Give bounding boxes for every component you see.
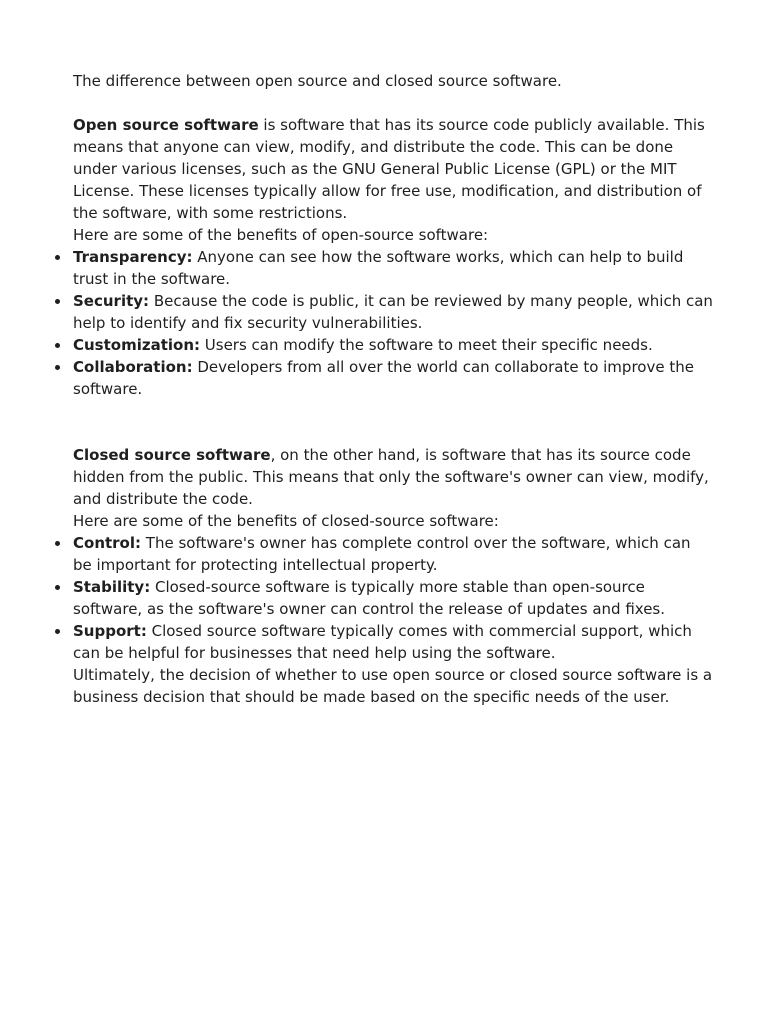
- open-source-term: Open source software: [73, 116, 259, 134]
- benefit-text: The software's owner has complete control over the software, which can be important for protecting intellectual property.: [73, 534, 691, 574]
- benefit-text: Closed source software typically comes with commercial support, which can be helpful for businesses that need help using the software.: [73, 622, 692, 662]
- benefit-label: Transparency:: [73, 248, 193, 266]
- open-source-paragraph: [73, 114, 713, 224]
- conclusion-paragraph: Ultimately, the decision of whether to use open source or closed source software is a business decision that should be made based on the specific needs of the user.: [73, 666, 713, 706]
- benefit-label: Collaboration:: [73, 358, 193, 376]
- closed-source-paragraph: [73, 444, 713, 510]
- spacer: [73, 400, 713, 444]
- list-item: [73, 356, 713, 400]
- benefit-text: Because the code is public, it can be reviewed by many people, which can help to identify and fix security vulnerabilities.: [73, 292, 713, 332]
- benefit-text: Developers from all over the world can collaborate to improve the software.: [73, 358, 694, 398]
- benefit-text: Users can modify the software to meet their specific needs.: [200, 336, 653, 354]
- benefit-label: Support:: [73, 622, 147, 640]
- benefit-label: Customization:: [73, 336, 201, 354]
- open-source-benefits-list: [73, 246, 713, 400]
- list-item: [73, 532, 713, 576]
- closed-source-benefits-intro: Here are some of the benefits of closed-source software:: [73, 512, 499, 530]
- list-item: [73, 620, 713, 664]
- closed-source-term: Closed source software: [73, 446, 271, 464]
- benefit-label: Security:: [73, 292, 150, 310]
- closed-source-benefits-list: [73, 532, 713, 664]
- open-source-description: is software that has its source code publicly available. This means that anyone can view, modify, and distribute the code. This can be done under various licenses, such as the GNU General Public License (GPL) or the MIT License. These licenses typically allow for free use, modification, and distribution of the software, with some restrictions.: [73, 116, 705, 222]
- list-item: [73, 246, 713, 290]
- open-source-benefits-intro: Here are some of the benefits of open-source software:: [73, 226, 489, 244]
- spacer: [73, 92, 713, 114]
- document-title: The difference between open source and closed source software.: [73, 72, 562, 90]
- benefit-text: Anyone can see how the software works, which can help to build trust in the software.: [73, 248, 684, 288]
- benefit-label: Control:: [73, 534, 142, 552]
- list-item: [73, 576, 713, 620]
- benefit-label: Stability:: [73, 578, 151, 596]
- list-item: [73, 334, 713, 356]
- document-body: [73, 70, 713, 708]
- closed-source-description: , on the other hand, is software that has its source code hidden from the public. This means that only the software's owner can view, modify, and distribute the code.: [73, 446, 709, 508]
- benefit-text: Closed-source software is typically more stable than open-source software, as the software's owner can control the release of updates and fixes.: [73, 578, 666, 618]
- list-item: [73, 290, 713, 334]
